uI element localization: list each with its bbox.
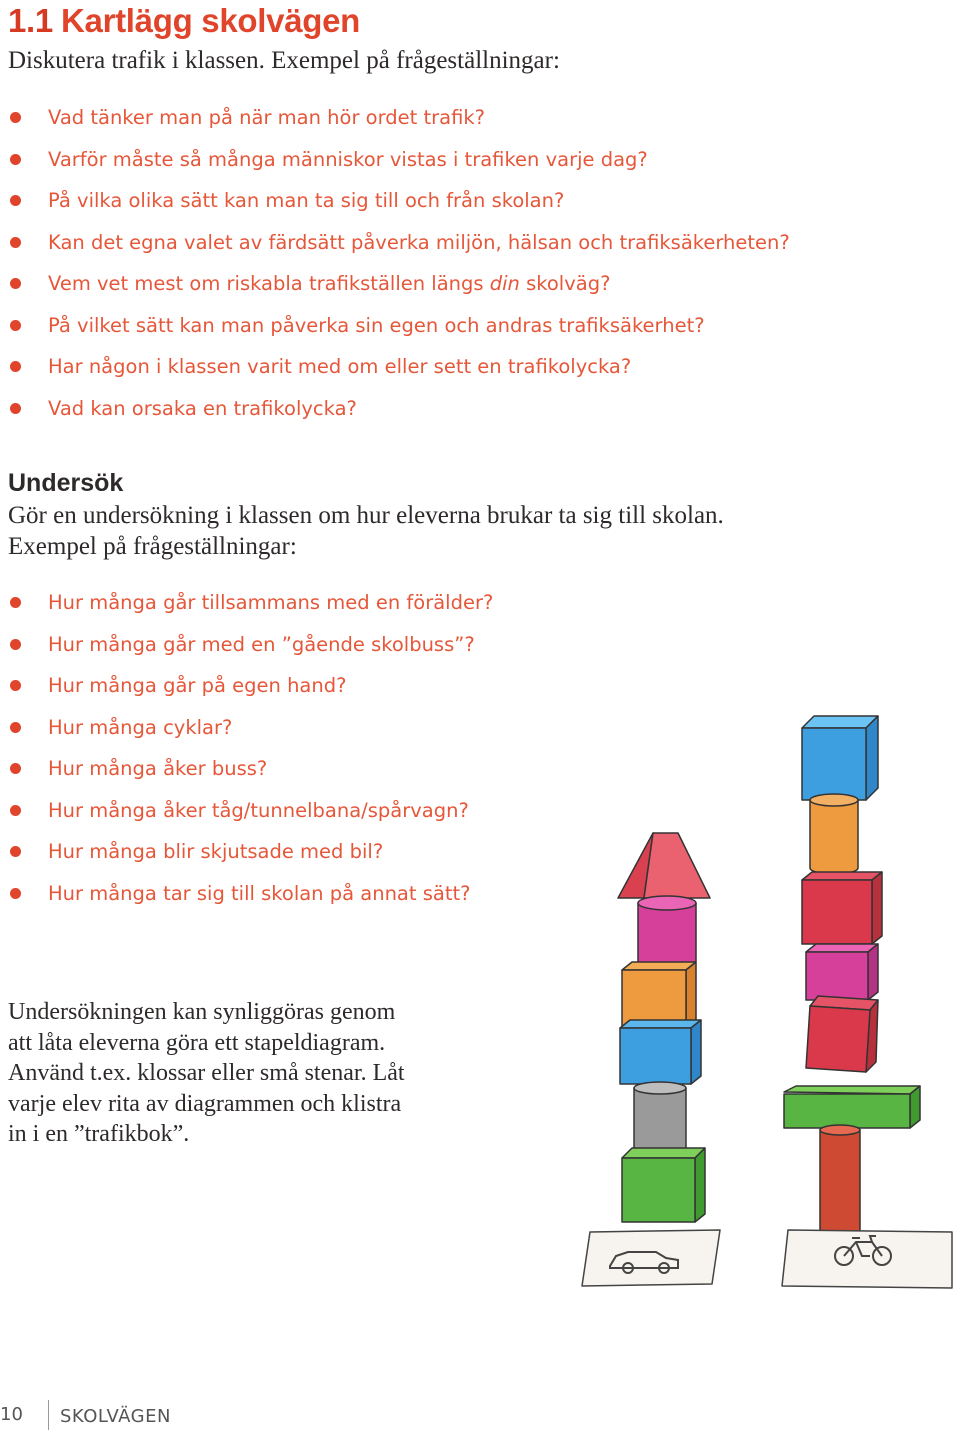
left-tower (618, 833, 710, 1222)
list-item: Hur många tar sig till skolan på annat sätt? (8, 873, 493, 915)
list-item: Hur många går på egen hand? (8, 665, 493, 707)
bullet-icon (10, 403, 21, 414)
bullet-icon (10, 112, 21, 123)
bullet-icon (10, 805, 21, 816)
right-tower (784, 716, 920, 1241)
list-item: Hur många åker tåg/tunnelbana/spårvagn? (8, 790, 493, 832)
bullet-icon (10, 846, 21, 857)
list-item: Hur många åker buss? (8, 748, 493, 790)
bullet-icon (10, 722, 21, 733)
conclusion-text: Undersökningen kan synliggöras genom att låta eleverna göra ett stapeldiagram. Använd t.ex. klossar eller små stenar. Låt varje elev rita av diagrammen och klistra in i en ”trafikbok”. (8, 999, 405, 1147)
footer-title: SKOLVÄGEN (60, 1406, 171, 1427)
footer-divider (48, 1400, 49, 1430)
bullet-icon (10, 237, 21, 248)
discussion-question-list (8, 97, 790, 429)
bullet-icon (10, 154, 21, 165)
list-item: Varför måste så många människor vistas i trafiken varje dag? (8, 139, 790, 181)
list-item: Kan det egna valet av färdsätt påverka miljön, hälsan och trafiksäkerheten? (8, 222, 790, 264)
list-item: På vilka olika sätt kan man ta sig till och från skolan? (8, 180, 790, 222)
investigate-question-list (8, 582, 493, 914)
list-item: Har någon i klassen varit med om eller sett en trafikolycka? (8, 346, 790, 388)
intro-text: Diskutera trafik i klassen. Exempel på frågeställningar: (8, 47, 560, 74)
bullet-icon (10, 361, 21, 372)
investigate-intro: Gör en undersökning i klassen om hur eleverna brukar ta sig till skolan. Exempel på frågeställningar: (8, 502, 724, 560)
investigate-heading: Undersök (8, 469, 124, 497)
bullet-icon (10, 278, 21, 289)
bullet-icon (10, 763, 21, 774)
bicycle-card (782, 1230, 952, 1288)
list-item: Hur många går med en ”gående skolbuss”? (8, 624, 493, 666)
list-item: Hur många går tillsammans med en förälder? (8, 582, 493, 624)
section-title: Kartlägg skolvägen (60, 2, 361, 39)
list-item: Hur många cyklar? (8, 707, 493, 749)
list-item: Vad tänker man på när man hör ordet trafik? (8, 97, 790, 139)
bullet-icon (10, 680, 21, 691)
list-item: Vem vet mest om riskabla trafikställen längs din skolväg? (8, 263, 790, 305)
car-card (582, 1230, 720, 1286)
section-heading (8, 0, 360, 42)
bullet-icon (10, 195, 21, 206)
bullet-icon (10, 597, 21, 608)
block-towers-illustration (560, 700, 960, 1300)
list-item: Vad kan orsaka en trafikolycka? (8, 388, 790, 430)
bullet-icon (10, 320, 21, 331)
page-number: 10 (0, 1404, 23, 1425)
list-item: Hur många blir skjutsade med bil? (8, 831, 493, 873)
section-number: 1.1 (8, 2, 53, 39)
emphasis-din: din (489, 272, 520, 295)
bullet-icon (10, 639, 21, 650)
list-item: På vilket sätt kan man påverka sin egen och andras trafiksäkerhet? (8, 305, 790, 347)
bullet-icon (10, 888, 21, 899)
